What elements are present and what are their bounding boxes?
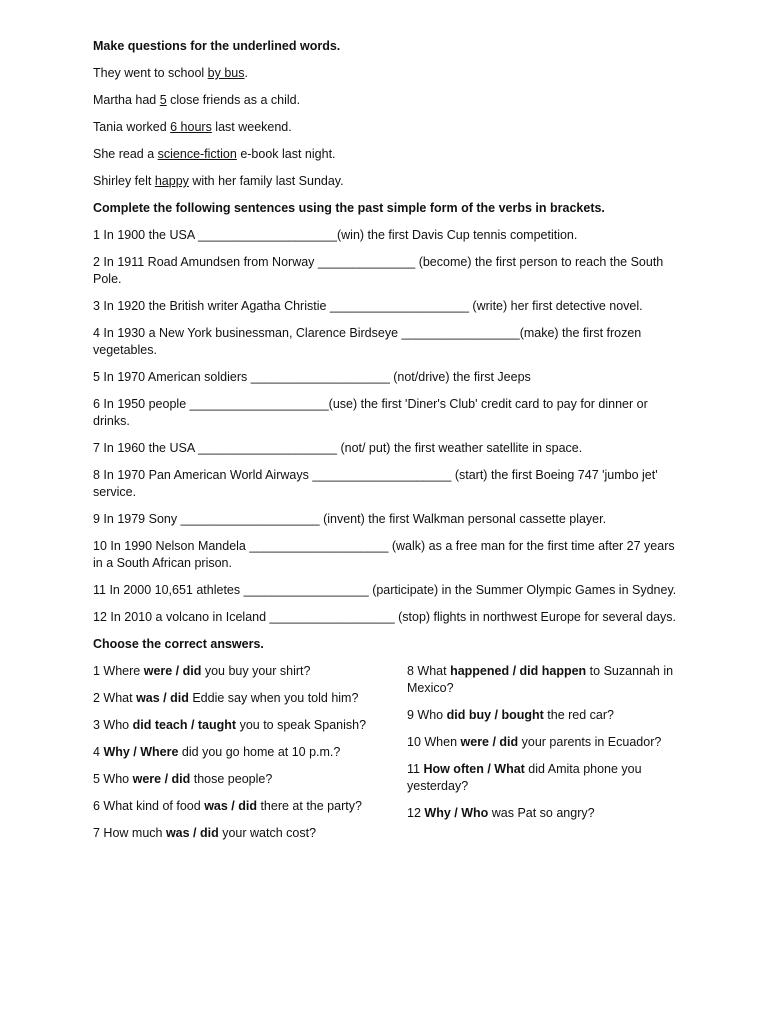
question-item [93,119,683,136]
item-text: 9 Who [407,708,447,722]
item-text: you to speak Spanish? [236,718,367,732]
left-column [93,663,407,852]
choice-item [93,663,407,680]
item-text: the red car? [543,708,614,722]
underlined-word: 6 hours [170,120,212,134]
sentence-item: 2 In 1911 Road Amundsen from Norway ______________ (become) the first person to reach the South Pole. [93,255,664,286]
choice-options: were / did [143,664,202,678]
item-text: 3 Who [93,718,133,732]
item-text: 8 What [407,664,451,678]
worksheet [93,38,683,852]
choice-options: were / did [132,772,191,786]
item-text: e-book last night. [236,147,336,161]
item-text: was Pat so angry? [488,806,595,820]
sentence-item: 1 In 1900 the USA ____________________(win) the first Davis Cup tennis competition. [93,228,578,242]
item-text: did Amita phone you yesterday? [407,762,642,793]
item-text: with her family last Sunday. [188,174,344,188]
item-text: 11 [407,762,424,776]
section1-heading: Make questions for the underlined words. [93,39,341,53]
question-item [93,173,683,190]
item-text: you buy your shirt? [201,664,311,678]
choice-item [407,805,683,822]
choice-item [407,707,683,724]
item-text: last weekend. [211,120,292,134]
choice-item [93,717,407,734]
sentence-item: 4 In 1930 a New York businessman, Clarence Birdseye _________________(make) the first frozen vegetables. [93,326,642,357]
item-text: 2 What [93,691,137,705]
item-text: She read a [93,147,158,161]
choice-item [93,690,407,707]
item-text: close friends as a child. [166,93,301,107]
sentence-item: 5 In 1970 American soldiers ____________________ (not/drive) the first Jeeps [93,370,531,384]
item-text: to Suzannah in Mexico? [407,664,674,695]
item-text: those people? [190,772,273,786]
choice-options: How often / What [423,762,525,776]
choice-item [407,734,683,751]
item-text: 1 Where [93,664,144,678]
choice-item [93,744,407,761]
choice-item [93,771,407,788]
item-text: there at the party? [256,799,362,813]
item-text: They went to school [93,66,208,80]
sentence-item: 9 In 1979 Sony ____________________ (invent) the first Walkman personal cassette player. [93,512,607,526]
item-text: did you go home at 10 p.m.? [178,745,341,759]
sentence-item: 7 In 1960 the USA ____________________ (not/ put) the first weather satellite in space. [93,441,583,455]
item-text: your parents in Ecuador? [518,735,662,749]
sentence-item: 10 In 1990 Nelson Mandela ____________________ (walk) as a free man for the first time after 27 years in a South African prison. [93,539,675,570]
item-text: Shirley felt [93,174,155,188]
section3-heading: Choose the correct answers. [93,637,264,651]
choice-item [93,825,407,842]
underlined-word: happy [154,174,189,188]
choice-options: was / did [136,691,189,705]
underlined-word: 5 [159,93,167,107]
item-text: your watch cost? [218,826,317,840]
item-text: 7 How much [93,826,166,840]
choice-options: was / did [204,799,257,813]
sentence-item: 11 In 2000 10,651 athletes __________________ (participate) in the Summer Olympic Games in Sydney. [93,583,677,597]
choice-item [407,761,683,795]
section2-heading: Complete the following sentences using the past simple form of the verbs in brackets. [93,201,605,215]
choice-item [93,798,407,815]
item-text: 5 Who [93,772,133,786]
sentence-item: 12 In 2010 a volcano in Iceland __________________ (stop) flights in northwest Europe for several days. [93,610,677,624]
underlined-word: by bus [207,66,245,80]
answer-columns [93,663,683,852]
question-item [93,92,683,109]
sentence-item: 8 In 1970 Pan American World Airways ____________________ (start) the first Boeing 747 'jumbo jet' service. [93,468,658,499]
choice-item [407,663,683,697]
question-item [93,65,683,82]
item-text: Tania worked [93,120,171,134]
sentence-item: 6 In 1950 people ____________________(use) the first 'Diner's Club' credit card to pay for dinner or drinks. [93,397,648,428]
underlined-word: science-fiction [157,147,237,161]
item-text: . [244,66,248,80]
item-text: Eddie say when you told him? [188,691,359,705]
choice-options: did teach / taught [132,718,237,732]
item-text: Martha had [93,93,160,107]
choice-options: Why / Where [103,745,179,759]
choice-options: were / did [460,735,519,749]
item-text: 10 When [407,735,461,749]
choice-options: did buy / bought [446,708,544,722]
choice-options: was / did [165,826,219,840]
right-column [407,663,683,852]
item-text: 6 What kind of food [93,799,205,813]
choice-options: happened / did happen [450,664,587,678]
item-text: 4 [93,745,104,759]
choice-options: Why / Who [424,806,489,820]
question-item [93,146,683,163]
item-text: 12 [407,806,425,820]
sentence-item: 3 In 1920 the British writer Agatha Christie ____________________ (write) her first detective novel. [93,299,643,313]
